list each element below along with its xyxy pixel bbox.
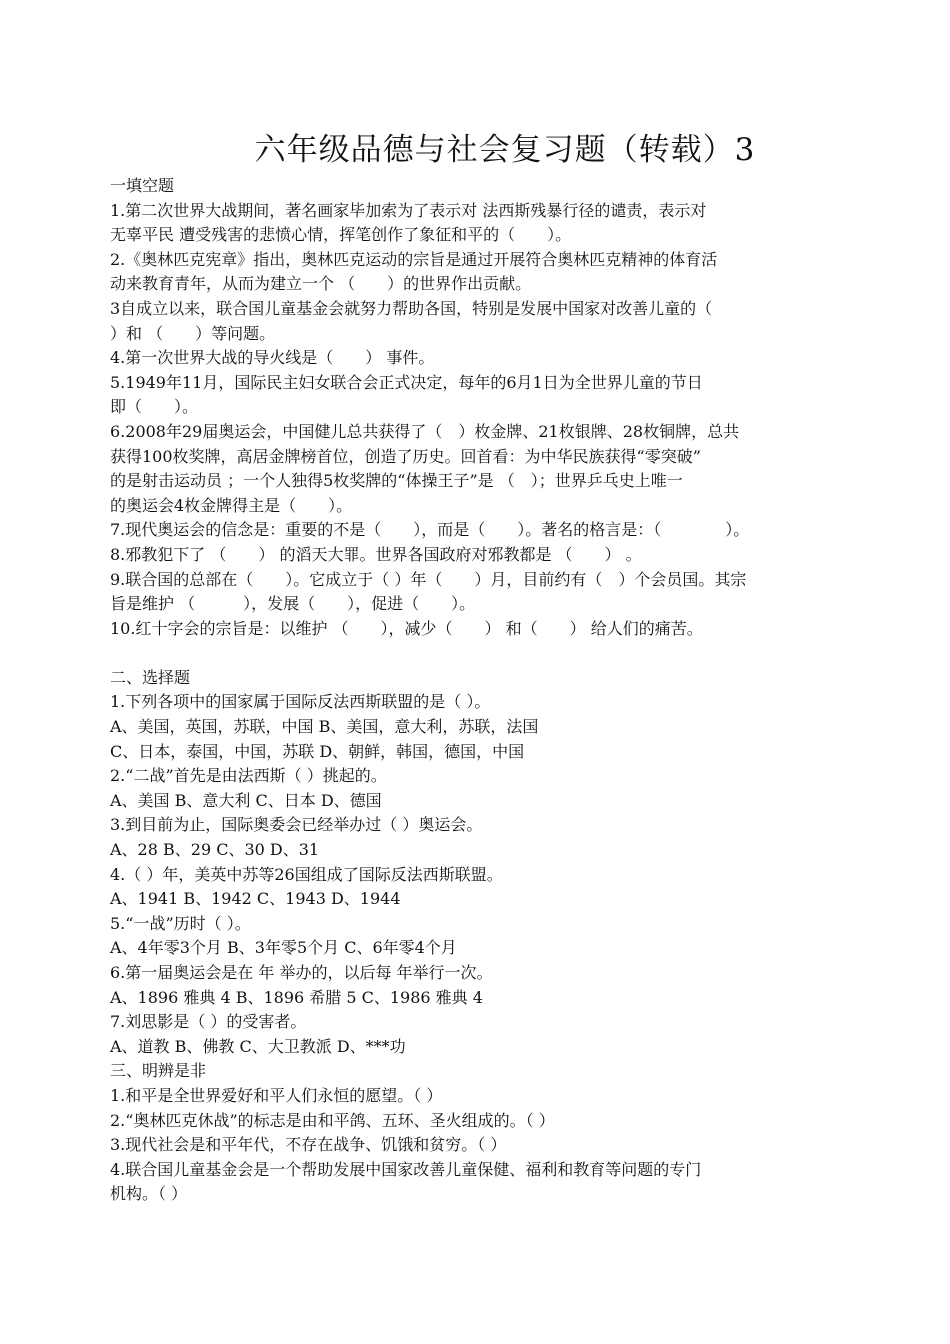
text-line: 3.到目前为止，国际奥委会已经举办过（ ）奥运会。 [110, 815, 483, 835]
text-line: A、1941 B、1942 C、1943 D、1944 [110, 889, 401, 909]
text-line: 6.第一届奥运会是在 年 举办的，以后每 年举行一次。 [110, 963, 493, 982]
text-line: 4.（ ）年，美英中苏等26国组成了国际反法西斯联盟。 [110, 864, 503, 884]
text-line: 2.“二战”首先是由法西斯（ ）挑起的。 [110, 766, 387, 786]
document-body [110, 174, 822, 1207]
text-line: 的是射击运动员 ；一个人独得5枚奖牌的“体操王子”是 （ ）；世界乒乓史上唯一 [110, 471, 683, 491]
text-line: 5.1949年11月，国际民主妇女联合会正式决定，每年的6月1日为全世界儿童的节日 [110, 372, 703, 392]
text-line: 一填空题 [110, 176, 175, 195]
text-line: 的奥运会4枚金牌得主是（ ）。 [110, 495, 353, 515]
text-line: 4.联合国儿童基金会是一个帮助发展中国家改善儿童保健、福利和教育等问题的专门 [110, 1159, 702, 1179]
text-line: A、道教 B、佛教 C、大卫教派 D、***功 [110, 1036, 406, 1056]
blank-line [110, 641, 822, 666]
text-line: A、1896 雅典 4 B、1896 希腊 5 C、1986 雅典 4 [110, 987, 483, 1007]
text-line: A、美国，英国，苏联，中国 B、美国，意大利，苏联，法国 [110, 717, 539, 737]
text-line: 2.《奥林匹克宪章》指出，奥林匹克运动的宗旨是通过开展符合奥林匹克精神的体育活 [110, 249, 718, 269]
text-line: 8.邪教犯下了 （ ） 的滔天大罪。世界各国政府对邪教都是 （ ） 。 [110, 544, 642, 564]
text-line: 7.现代奥运会的信念是：重要的不是（ ），而是（ ）。著名的格言是：（ ）。 [110, 520, 750, 540]
text-line: 6.2008年29届奥运会，中国健儿总共获得了（ ）枚金牌、21枚银牌、28枚铜牌，总共 [110, 421, 740, 441]
text-line: 获得100枚奖牌，高居金牌榜首位，创造了历史。回首看：为中华民族获得“零突破” [110, 446, 701, 466]
text-line: 三、明辨是非 [110, 1061, 207, 1081]
text-line: 10.红十字会的宗旨是：以维护 （ ），减少（ ） 和（ ） 给人们的痛苦。 [110, 618, 703, 638]
text-line: 1.下列各项中的国家属于国际反法西斯联盟的是（ ）。 [110, 692, 491, 712]
text-line: 7.刘思影是（ ）的受害者。 [110, 1012, 307, 1032]
text-line: C、日本，泰国，中国，苏联 D、朝鲜，韩国，德国，中国 [110, 741, 525, 761]
text-line: ）和 （ ）等问题。 [110, 323, 276, 343]
text-line: 无辜平民 遭受残害的悲愤心情，挥笔创作了象征和平的（ ）。 [110, 225, 572, 245]
text-line: 3.现代社会是和平年代，不存在战争、饥饿和贫穷。（ ） [110, 1135, 507, 1155]
text-line: 9.联合国的总部在（ ）。它成立于（ ）年（ ）月，目前约有（ ）个会员国。其宗 [110, 569, 747, 589]
text-line: 旨是维护 （ ），发展（ ），促进（ ）。 [110, 594, 476, 614]
text-line: 3自成立以来，联合国儿童基金会就努力帮助各国，特别是发展中国家对改善儿童的（ [110, 298, 713, 318]
text-line: 1.第二次世界大战期间，著名画家毕加索为了表示对 法西斯残暴行径的谴责，表示对 [110, 200, 707, 220]
text-line: 即（ ）。 [110, 397, 199, 417]
text-line: A、28 B、29 C、30 D、31 [110, 840, 320, 860]
text-line: 1.和平是全世界爱好和平人们永恒的愿望。（ ） [110, 1085, 443, 1105]
text-line: A、美国 B、意大利 C、日本 D、德国 [110, 790, 382, 810]
text-line: 2.“奥林匹克休战”的标志是由和平鸽、五环、圣火组成的。（ ） [110, 1110, 555, 1130]
text-line: 机构。（ ） [110, 1184, 188, 1204]
text-line: 动来教育青年，从而为建立一个 （ ）的世界作出贡献。 [110, 274, 532, 294]
text-line: 4.第一次世界大战的导火线是（ ） 事件。 [110, 348, 435, 368]
text-line: 5.“一战”历时（ ）。 [110, 913, 251, 933]
page-title: 六年级品德与社会复习题（转载）3 [254, 132, 756, 168]
text-line: 二、选择题 [110, 667, 191, 687]
text-line: A、4年零3个月 B、3年零5个月 C、6年零4个月 [110, 938, 457, 958]
